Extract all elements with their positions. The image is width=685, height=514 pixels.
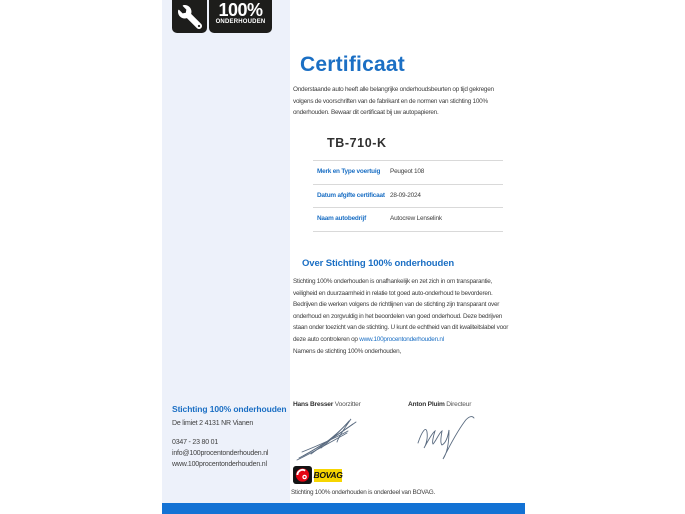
field-value: Autocrew Lenselink xyxy=(390,215,442,223)
bovag-wordmark-box xyxy=(314,469,342,482)
foundation-phone: 0347 - 23 80 01 xyxy=(172,439,219,446)
license-plate: TB-710-K xyxy=(327,136,387,150)
signer-role: Directeur xyxy=(446,401,472,408)
bovag-icon xyxy=(293,466,312,484)
about-closing-line: Namens de stichting 100% onderhouden, xyxy=(293,347,401,355)
foundation-website: www.100procentonderhouden.nl xyxy=(172,461,267,468)
signer-role: Voorzitter xyxy=(334,401,361,408)
field-label: Merk en Type voertuig xyxy=(317,168,381,175)
footer-accent-bar xyxy=(162,503,525,514)
logo-percent-text: 100% xyxy=(218,0,263,20)
foundation-name: Stichting 100% onderhouden xyxy=(172,404,287,414)
signature-scribble-directeur xyxy=(413,409,475,466)
signature-block-directeur xyxy=(408,401,471,408)
contact-block xyxy=(172,404,290,470)
table-row xyxy=(313,184,503,208)
signer-name: Anton Pluim xyxy=(408,401,445,408)
bovag-caption: Stichting 100% onderhouden is onderdeel van BOVAG. xyxy=(291,489,436,496)
bovag-logo xyxy=(293,466,342,484)
signature-block-voorzitter xyxy=(293,401,361,408)
about-text: Stichting 100% onderhouden is onafhankelijk en zet zich in om transparantie, veiligheid en duurzaamheid in relatie tot goed auto-onderhoud te bevorderen. Bedrijven die werken volgens de richtlijnen van de stichting zijn transparant over onderhoud en zorgvuldig in het beoordelen van goed onderhoud. Deze bedrijven staan onder toezicht van de stichting. U kunt de echtheid van dit kwaliteitslabel voor deze auto controleren op xyxy=(293,278,509,343)
signature-scribble-voorzitter xyxy=(295,411,367,466)
logo-name-text: ONDERHOUDEN xyxy=(215,19,266,25)
about-section-heading: Over Stichting 100% onderhouden xyxy=(302,258,455,269)
field-value: Peugeot 108 xyxy=(390,168,425,175)
wrench-icon xyxy=(172,0,207,33)
intro-paragraph: Onderstaande auto heeft alle belangrijke onderhoudsbeurten op tijd gekregen volgens de voorschriften van de fabrikant en de normen van stichting 100% onderhouden. Bewaar dit certificaat bij uw autopapieren. xyxy=(293,86,494,117)
certificate-table xyxy=(313,160,503,232)
field-label: Datum afgifte certificaat xyxy=(317,191,385,199)
foundation-email: info@100procentonderhouden.nl xyxy=(172,450,269,457)
logo-wordmark xyxy=(209,0,272,33)
field-value: 28-09-2024 xyxy=(390,191,421,199)
about-paragraph xyxy=(293,276,512,357)
signer-name: Hans Bresser xyxy=(293,401,334,408)
logo-100-onderhouden xyxy=(172,0,272,33)
foundation-address: De limiet 2 4131 NR Vianen xyxy=(172,420,254,427)
bovag-wordmark: BOVAG xyxy=(313,470,343,480)
table-row xyxy=(313,160,503,184)
field-label: Naam autobedrijf xyxy=(317,215,366,223)
verification-link[interactable]: www.100procentonderhouden.nl xyxy=(359,335,444,343)
table-row xyxy=(313,207,503,232)
page-title: Certificaat xyxy=(300,53,405,76)
